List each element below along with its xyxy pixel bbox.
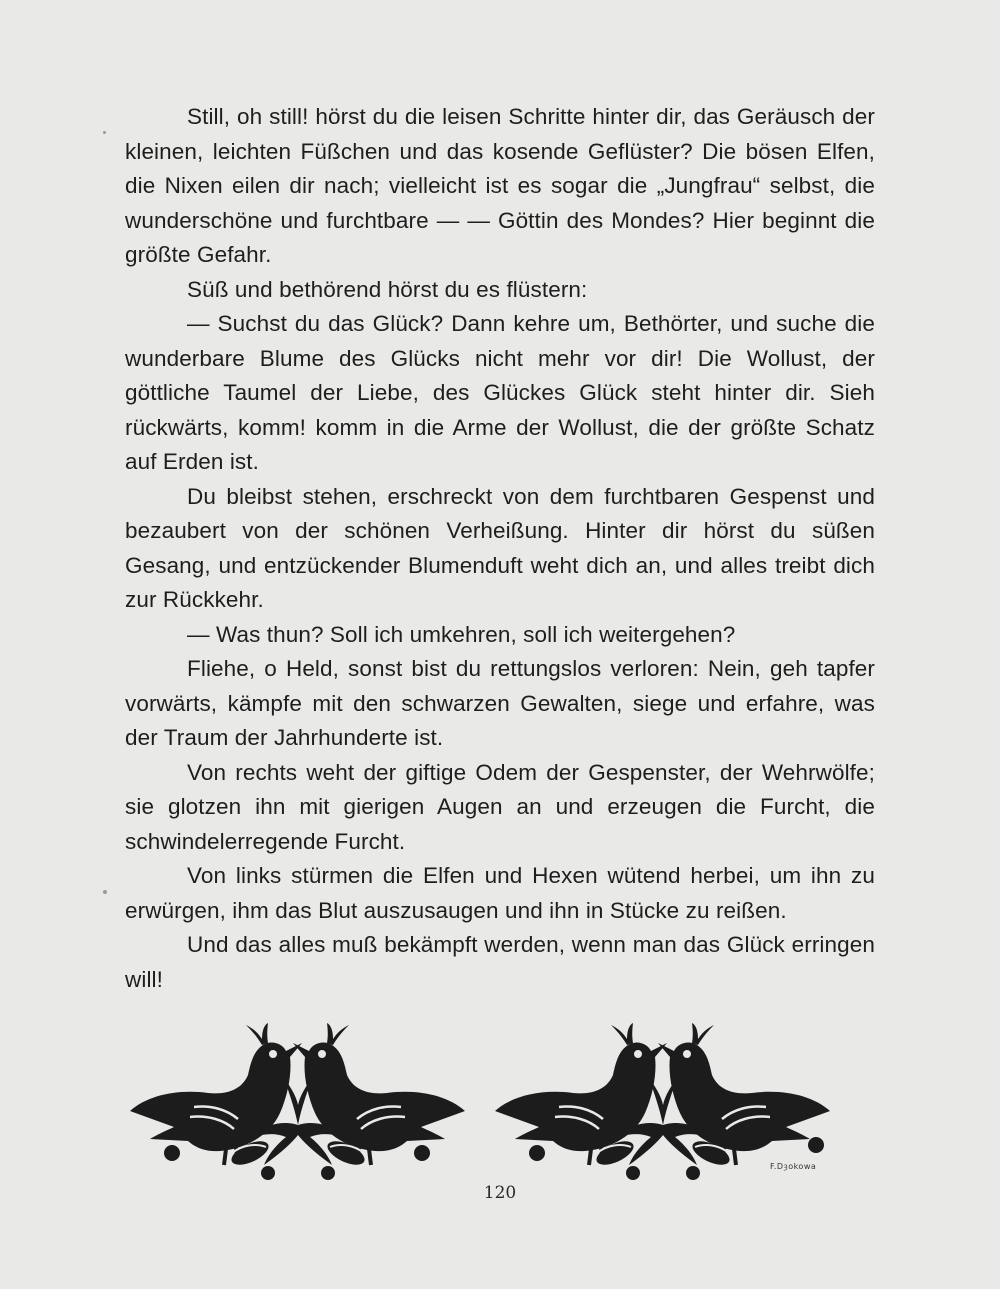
bird-pair-left <box>130 1023 465 1180</box>
paragraph: Du bleibst stehen, erschreckt von dem furchtbaren Gespenst und bezaubert von der schönen Verheißung. Hinter dir hörst du süßen Gesang, und entzückender Blumenduft weht dich an, und alles treibt dich zur Rückkehr. <box>125 483 875 612</box>
paragraph: Von rechts weht der giftige Odem der Gespenster, der Wehrwölfe; sie glotzen ihn mit gierigen Augen an und erzeugen die Furcht, die schwindelerregende Furcht. <box>125 759 875 854</box>
paragraph: Still, oh still! hörst du die leisen Schritte hinter dir, das Geräusch der kleinen, leichten Füßchen und das kosende Geflüster? Die bösen Elfen, die Nixen eilen dir nach; vielleicht ist es sogar die „Jungfrau“ selbst, die wunderschöne und furchtbare — — Göttin des Mondes? Hier beginnt die größte Gefahr. <box>125 104 875 267</box>
paragraph: Süß und bethörend hörst du es flüstern: <box>187 276 588 302</box>
artist-signature: F.Dȝokowa <box>770 1162 817 1171</box>
paragraph: — Suchst du das Glück? Dann kehre um, Bethörter, und suche die wunderbare Blume des Glücks nicht mehr vor dir! Die Wollust, der göttliche Taumel der Liebe, des Glückes Glück steht hinter dir. Sieh rückwärts, komm! komm in die Arme der Wollust, die der größte Schatz auf Erden ist. <box>125 311 875 474</box>
bird-ornament-illustration <box>130 995 865 1190</box>
paper-speck <box>103 131 106 134</box>
paper-speck <box>103 890 107 894</box>
paragraph: Von links stürmen die Elfen und Hexen wütend herbei, um ihn zu erwürgen, ihm das Blut auszusaugen und ihn in Stücke zu reißen. <box>125 863 875 923</box>
paragraph: — Was thun? Soll ich umkehren, soll ich weitergehen? <box>187 621 736 647</box>
body-text <box>125 100 875 997</box>
bird-pair-right <box>495 1023 830 1180</box>
paragraph: Und das alles muß bekämpft werden, wenn man das Glück erringen will! <box>125 932 875 992</box>
paragraph: Fliehe, o Held, sonst bist du rettungslos verloren: Nein, geh tapfer vorwärts, kämpfe mit den schwarzen Gewalten, siege und erfahre, was der Traum der Jahrhunderte ist. <box>125 656 875 750</box>
page-number: 120 <box>483 1183 517 1203</box>
